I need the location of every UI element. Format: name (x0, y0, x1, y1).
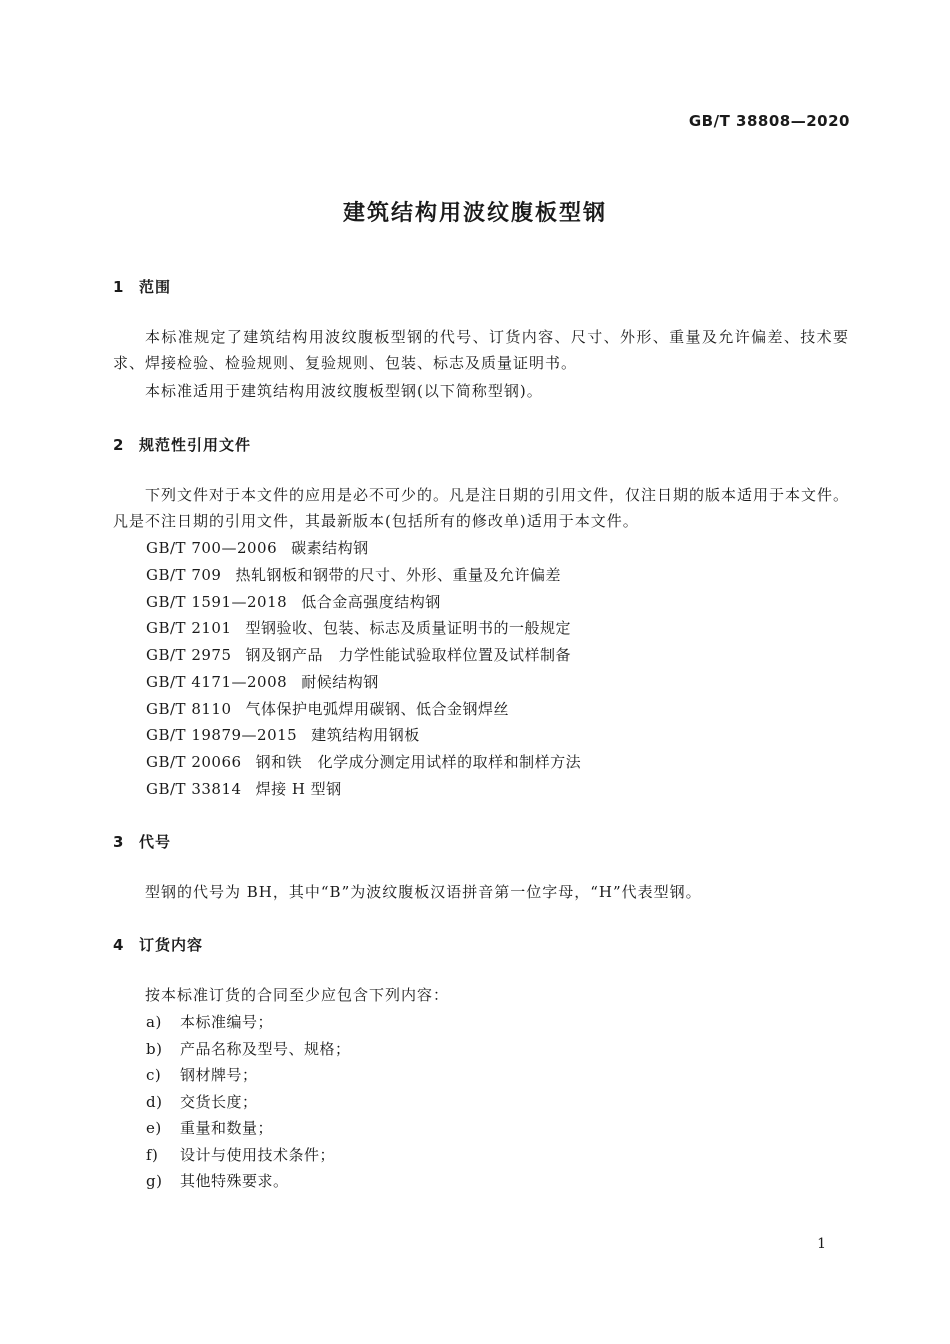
reference-name: 低合金高强度结构钢 (301, 593, 441, 611)
section-number: 3 (113, 832, 124, 851)
reference-code: GB/T 20066 (146, 753, 242, 771)
list-text: 钢材牌号； (180, 1066, 258, 1084)
list-item (146, 1168, 289, 1194)
designation-paragraph: 型钢的代号为 BH，其中“B”为波纹腹板汉语拼音第一位字母，“H”代表型钢。 (145, 883, 702, 901)
reference-name: 钢及钢产品 力学性能试验取样位置及试样制备 (245, 646, 572, 664)
reference-name: 热轧钢板和钢带的尺寸、外形、重量及允许偏差 (235, 566, 561, 584)
reference-item (146, 722, 420, 748)
list-text: 其他特殊要求。 (180, 1172, 289, 1190)
list-item (146, 1036, 351, 1062)
section-number: 2 (113, 435, 124, 454)
references-intro: 下列文件对于本文件的应用是必不可少的。凡是注日期的引用文件，仅注日期的版本适用于本文件。凡是不注日期的引用文件，其最新版本(包括所有的修改单)适用于本文件。 (113, 486, 850, 530)
ordering-intro: 按本标准订货的合同至少应包含下列内容： (145, 986, 450, 1004)
section-title: 规范性引用文件 (139, 436, 252, 454)
list-marker: g) (146, 1172, 163, 1190)
section-heading-designation (113, 831, 171, 852)
reference-name: 气体保护电弧焊用碳钢、低合金钢焊丝 (245, 700, 510, 718)
list-text: 产品名称及型号、规格； (180, 1040, 351, 1058)
list-item (146, 1142, 335, 1168)
list-text: 交货长度； (180, 1093, 258, 1111)
reference-item (146, 669, 379, 695)
list-item (146, 1009, 273, 1035)
list-marker: d) (146, 1093, 163, 1111)
reference-item (146, 589, 441, 615)
list-text: 本标准编号； (180, 1013, 274, 1031)
list-item (146, 1115, 273, 1141)
section-number: 1 (113, 277, 124, 296)
section-title: 范围 (139, 278, 172, 296)
list-marker: b) (146, 1040, 163, 1058)
reference-item (146, 776, 342, 802)
list-text: 设计与使用技术条件； (180, 1146, 336, 1164)
reference-name: 焊接 H 型钢 (255, 780, 342, 798)
reference-name: 耐候结构钢 (301, 673, 379, 691)
reference-code: GB/T 4171—2008 (146, 673, 288, 691)
reference-code: GB/T 2101 (146, 619, 232, 637)
reference-code: GB/T 19879—2015 (146, 726, 298, 744)
list-item (146, 1089, 258, 1115)
list-marker: a) (146, 1013, 162, 1031)
scope-paragraph-2: 本标准适用于建筑结构用波纹腹板型钢(以下简称型钢)。 (145, 382, 543, 400)
reference-code: GB/T 1591—2018 (146, 593, 288, 611)
section-heading-ordering (113, 934, 203, 955)
section-number: 4 (113, 935, 124, 954)
section-heading-references (113, 434, 251, 455)
reference-name: 碳素结构钢 (291, 539, 369, 557)
page-number: 1 (817, 1236, 826, 1252)
list-item (146, 1062, 258, 1088)
scope-paragraph-1: 本标准规定了建筑结构用波纹腹板型钢的代号、订货内容、尺寸、外形、重量及允许偏差、技术要求、焊接检验、检验规则、复验规则、包装、标志及质量证明书。 (113, 328, 849, 372)
list-text: 重量和数量； (180, 1119, 274, 1137)
reference-item (146, 642, 571, 668)
reference-item (146, 749, 581, 775)
reference-code: GB/T 709 (146, 566, 222, 584)
reference-item (146, 562, 561, 588)
reference-code: GB/T 8110 (146, 700, 232, 718)
reference-name: 建筑结构用钢板 (311, 726, 420, 744)
reference-code: GB/T 33814 (146, 780, 242, 798)
reference-item (146, 696, 509, 722)
reference-item (146, 535, 369, 561)
reference-code: GB/T 700—2006 (146, 539, 278, 557)
section-title: 代号 (139, 833, 172, 851)
reference-name: 型钢验收、包装、标志及质量证明书的一般规定 (245, 619, 572, 637)
reference-item (146, 615, 571, 641)
list-marker: c) (146, 1066, 162, 1084)
standard-code: GB/T 38808—2020 (688, 112, 850, 130)
section-heading-scope (113, 276, 171, 297)
reference-code: GB/T 2975 (146, 646, 232, 664)
reference-name: 钢和铁 化学成分测定用试样的取样和制样方法 (255, 753, 582, 771)
document-title: 建筑结构用波纹腹板型钢 (342, 201, 607, 226)
list-marker: e) (146, 1119, 162, 1137)
section-title: 订货内容 (139, 936, 204, 954)
list-marker: f) (146, 1146, 159, 1164)
